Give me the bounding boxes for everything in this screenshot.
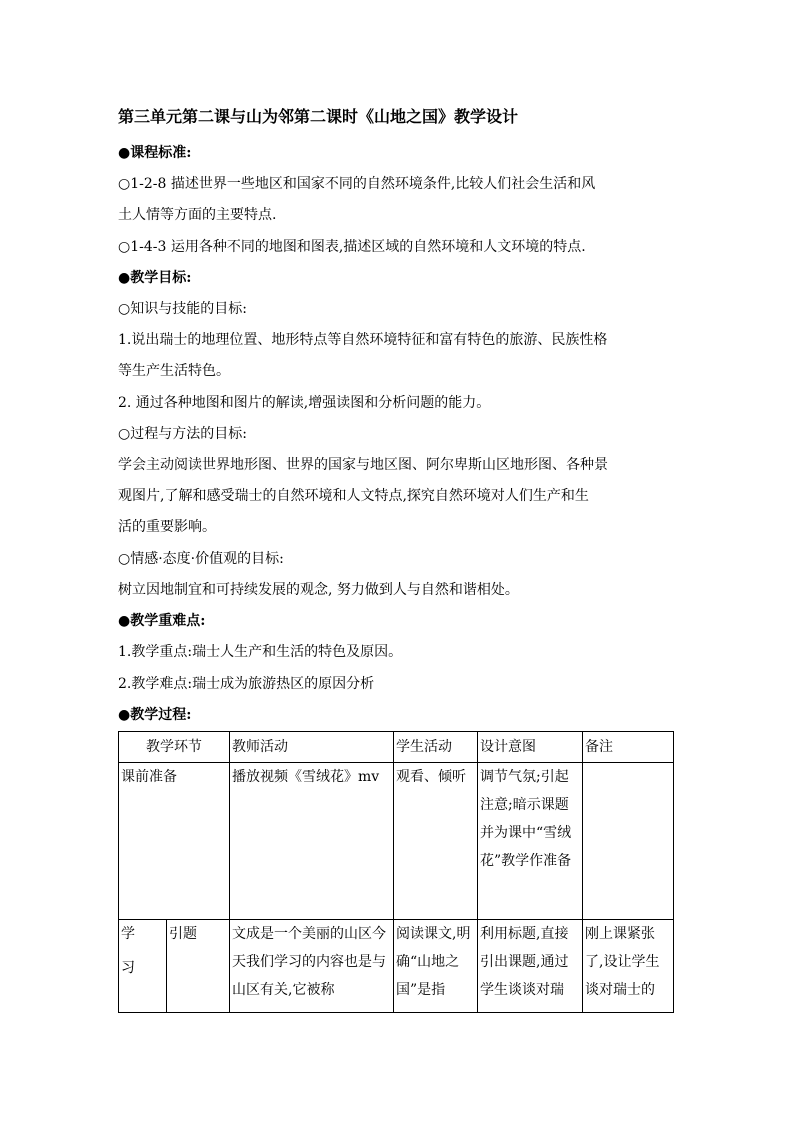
cell-note: 刚上课紧张了,设让学生谈对瑞士的 xyxy=(583,920,674,1013)
emotion-heading: ○情感·态度·价值观的目标: xyxy=(118,551,284,567)
curriculum-heading: ●课程标准: xyxy=(118,145,192,161)
cell-teacher: 播放视频《雪绒花》mv xyxy=(230,763,394,920)
table-header-row xyxy=(119,732,674,763)
table-row xyxy=(119,920,674,1013)
cell-stage: 课前准备 xyxy=(119,763,230,920)
process-goal-line-3: 活的重要影响。 xyxy=(118,519,216,535)
curriculum-standard-1-line-1: ○1-2-8 描述世界一些地区和国家不同的自然环境条件,比较人们社会生活和风 xyxy=(118,176,596,192)
knowledge-goal-1-line-2: 等生产生活特色。 xyxy=(118,363,230,379)
key-point-2: 2.教学难点:瑞士成为旅游热区的原因分析 xyxy=(118,676,375,692)
stage-char-1: 学 xyxy=(121,926,135,942)
goals-heading: ●教学目标: xyxy=(118,270,192,286)
curriculum-standard-1-line-2: 土人情等方面的主要特点. xyxy=(118,207,277,223)
knowledge-heading: ○知识与技能的目标: xyxy=(118,301,247,317)
cell-stage-vertical xyxy=(119,920,167,1013)
knowledge-goal-1-line-1: 1.说出瑞士的地理位置、地形特点等自然环境特征和富有特色的旅游、民族性格 xyxy=(118,332,608,348)
cell-intent: 调节气氛;引起注意;暗示课题并为课中“雪绒花”教学作准备 xyxy=(478,763,583,920)
cell-student: 阅读课文,明确“山地之国”是指 xyxy=(394,920,478,1013)
cell-substage: 引题 xyxy=(167,920,230,1013)
header-note: 备注 xyxy=(583,732,674,763)
process-goal-line-1: 学会主动阅读世界地形图、世界的国家与地区图、阿尔卑斯山区地形图、各种景 xyxy=(118,457,608,473)
cell-student: 观看、倾听 xyxy=(394,763,478,920)
header-intent: 设计意图 xyxy=(478,732,583,763)
procedure-heading: ●教学过程: xyxy=(118,707,192,723)
key-points-heading: ●教学重难点: xyxy=(118,613,206,629)
key-point-1: 1.教学重点:瑞士人生产和生活的特色及原因。 xyxy=(118,644,403,660)
stage-char-2: 习 xyxy=(121,960,135,976)
cell-teacher: 文成是一个美丽的山区今天我们学习的内容也是与山区有关,它被称 xyxy=(230,920,394,1013)
process-heading: ○过程与方法的目标: xyxy=(118,426,247,442)
header-teacher: 教师活动 xyxy=(230,732,394,763)
lesson-table xyxy=(118,731,674,1013)
process-goal-line-2: 观图片,了解和感受瑞士的自然环境和人文特点,探究自然环境对人们生产和生 xyxy=(118,488,589,504)
table-row xyxy=(119,763,674,920)
page-title: 第三单元第二课与山为邻第二课时《山地之国》教学设计 xyxy=(118,107,519,126)
cell-note xyxy=(583,763,674,920)
header-student: 学生活动 xyxy=(394,732,478,763)
knowledge-goal-2: 2. 通过各种地图和图片的解读,增强读图和分析问题的能力。 xyxy=(118,395,491,411)
header-stage: 教学环节 xyxy=(119,732,230,763)
emotion-goal: 树立因地制宜和可持续发展的观念, 努力做到人与自然和谐相处。 xyxy=(118,582,519,598)
cell-intent: 利用标题,直接引出课题,通过学生谈谈对瑞 xyxy=(478,920,583,1013)
curriculum-standard-2: ○1-4-3 运用各种不同的地图和图表,描述区域的自然环境和人文环境的特点. xyxy=(118,239,586,255)
